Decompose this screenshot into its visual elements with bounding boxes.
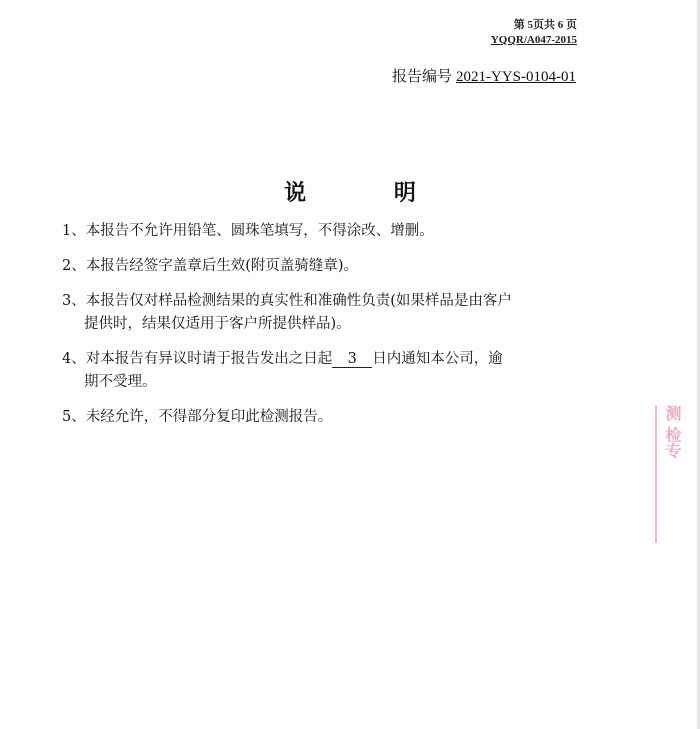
note-text: 本报告不允许用铅笔、圆珠笔填写，不得涂改、增删。 xyxy=(85,223,434,239)
report-number-value: 2021-YYS-0104-01 xyxy=(456,69,576,85)
note-item xyxy=(62,406,602,429)
note-number: 3、 xyxy=(62,293,86,309)
page-info: 第 5页共 6 页 xyxy=(513,19,577,31)
page-title: 说 明 xyxy=(284,180,456,206)
report-number-line xyxy=(392,65,576,86)
note-item xyxy=(62,290,602,336)
note-item xyxy=(62,220,602,243)
stamp-text: 测 检专 xyxy=(663,405,682,459)
note-item xyxy=(62,348,602,394)
note-continuation: 期不受理。 xyxy=(84,374,157,390)
note-item xyxy=(62,255,602,278)
note-number: 5、 xyxy=(62,409,86,425)
notes-list xyxy=(62,220,602,441)
note-text: 本报告仅对样品检测结果的真实性和准确性负责(如果样品是由客户 xyxy=(85,293,512,309)
days-blank-value: 3 xyxy=(332,351,372,368)
page-header xyxy=(491,18,577,48)
form-code: YQQR/A047-2015 xyxy=(490,34,577,46)
seal-stamp-fragment xyxy=(655,405,683,543)
note-number: 1、 xyxy=(62,223,86,239)
note-text-post: 日内通知本公司，逾 xyxy=(372,351,503,367)
note-text: 未经允许，不得部分复印此检测报告。 xyxy=(85,409,333,425)
report-number-label: 报告编号 xyxy=(391,67,452,85)
note-number: 2、 xyxy=(62,258,86,274)
note-number: 4、 xyxy=(62,351,86,367)
note-text-pre: 对本报告有异议时请于报告发出之日起 xyxy=(85,351,333,367)
note-continuation: 提供时，结果仅适用于客户所提供样品)。 xyxy=(84,316,351,332)
note-text: 本报告经签字盖章后生效(附页盖骑缝章)。 xyxy=(85,258,359,274)
